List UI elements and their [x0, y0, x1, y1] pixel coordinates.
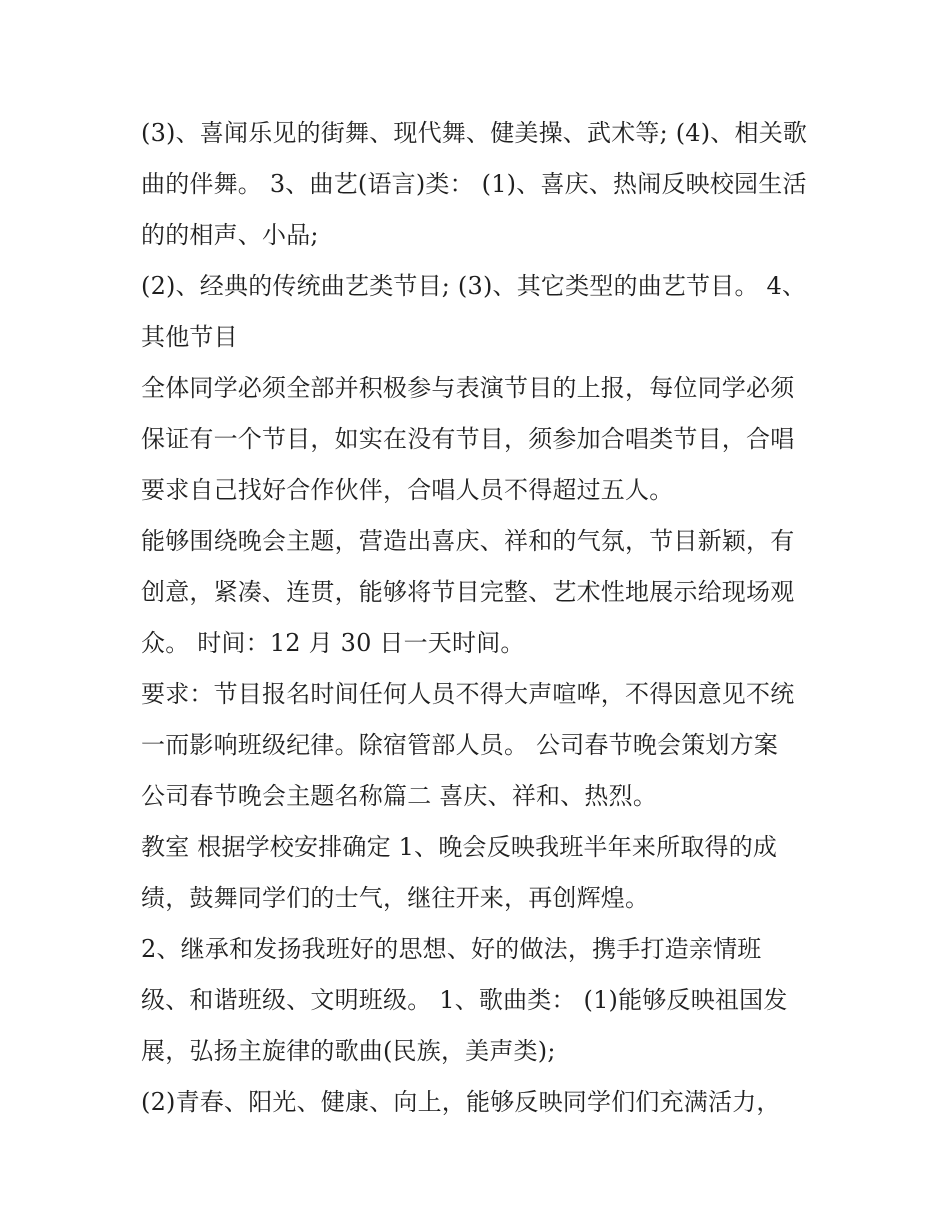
- text-line: 全体同学必须全部并积极参与表演节目的上报，每位同学必须: [141, 374, 795, 402]
- text-line: 众。 时间：12 月 30 日一天时间。: [141, 629, 525, 657]
- text-line: 2、继承和发扬我班好的思想、好的做法，携手打造亲情班: [141, 935, 762, 963]
- text-line: 级、和谐班级、文明班级。 1、歌曲类： (1)能够反映祖国发: [141, 986, 788, 1014]
- text-line: 一而影响班级纪律。除宿管部人员。 公司春节晚会策划方案: [141, 731, 779, 759]
- text-line: 教室 根据学校安排确定 1、晚会反映我班半年来所取得的成: [141, 833, 778, 861]
- text-line: 要求自己找好合作伙伴，合唱人员不得超过五人。: [141, 476, 674, 504]
- text-line: 其他节目: [141, 323, 238, 351]
- text-line: 保证有一个节目，如实在没有节目，须参加合唱类节目，合唱: [141, 425, 795, 453]
- text-line: 创意，紧凑、连贯，能够将节目完整、艺术性地展示给现场观: [141, 578, 795, 606]
- text-line: (3)、喜闻乐见的街舞、现代舞、健美操、武术等; (4)、相关歌: [141, 119, 808, 147]
- text-line: 曲的伴舞。 3、曲艺(语言)类： (1)、喜庆、热闹反映校园生活: [141, 170, 807, 198]
- text-line: 展，弘扬主旋律的歌曲(民族，美声类);: [141, 1037, 556, 1065]
- text-line: (2)青春、阳光、健康、向上，能够反映同学们们充满活力，: [141, 1088, 781, 1116]
- text-line: 公司春节晚会主题名称篇二 喜庆、祥和、热烈。: [141, 782, 658, 810]
- text-line: 绩，鼓舞同学们的士气，继往开来，再创辉煌。: [141, 884, 650, 912]
- document-body: [141, 108, 821, 1128]
- text-line: 能够围绕晚会主题，营造出喜庆、祥和的气氛，节目新颖，有: [141, 527, 795, 555]
- text-line: (2)、经典的传统曲艺类节目; (3)、其它类型的曲艺节目。 4、: [141, 272, 807, 300]
- text-line: 要求：节目报名时间任何人员不得大声喧哗，不得因意见不统: [141, 680, 795, 708]
- text-line: 的的相声、小品;: [141, 221, 319, 249]
